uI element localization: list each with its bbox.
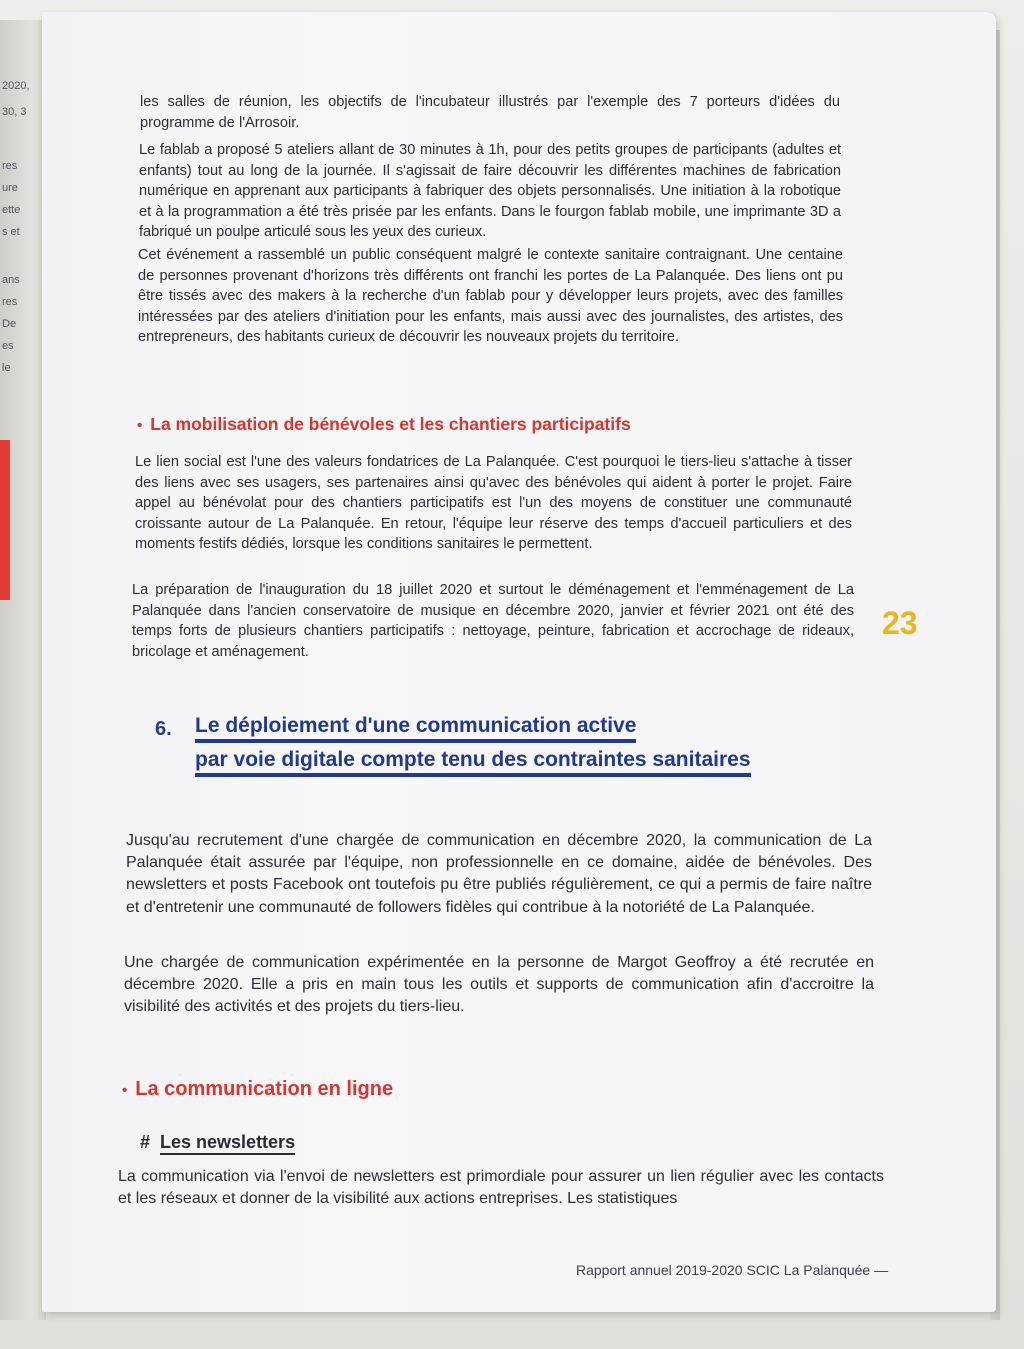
- subheading-newsletters-label: Les newsletters: [160, 1132, 295, 1155]
- paragraph-meeting-rooms: les salles de réunion, les objectifs de l'incubateur illustrés par l'exemple des 7 porteurs d'idées du programme de l'Arrosoir.: [140, 94, 840, 131]
- paragraph-fablab-workshops: Le fablab a proposé 5 ateliers allant de 30 minutes à 1h, pour des petits groupes de participants (adultes et enfants) tout au long de la journée. Il s'agissait de faire découvrir les différentes machines de fabrication numérique en apprenant aux participants à fabriquer des objets personnalisés. Une initiation à la robotique et à la programmation a été très prisée par les enfants. Dans le fourgon fablab mobile, une imprimante 3D a fabriqué un poulpe articulé sous les yeux des curieux.: [139, 142, 841, 241]
- paragraph-communication-history: Jusqu'au recrutement d'une chargée de communication en décembre 2020, la communication de La Palanquée était assurée par l'équipe, non professionnelle en ce domaine, aidée de bénévoles. Des newsletters et posts Facebook ont toutefois pu être publiés régulièrement, ce qui a permis de faire naître et d'entretenir une communauté de followers fidèles qui contribue à la notoriété de La Palanquée.: [126, 832, 872, 916]
- left-page-fragment: res: [2, 296, 18, 308]
- paragraph-inauguration: La préparation de l'inauguration du 18 juillet 2020 et surtout le déménagement et l'emménagement de La Palanquée dans l'ancien conservatoire de musique en décembre 2020, janvier et février 2021 ont été des temps forts de plusieurs chantiers participatifs : nettoyage, peinture, fabrication et accrochage de rideaux, bricolage et aménagement.: [132, 582, 854, 660]
- bullet-icon: •: [122, 1082, 128, 1099]
- left-page-fragment: s et: [2, 226, 20, 238]
- page-footer: Rapport annuel 2019-2020 SCIC La Palanquée —: [576, 1262, 889, 1278]
- section-title-line-2: par voie digitale compte tenu des contraintes sanitaires: [195, 748, 751, 777]
- paragraph-event-audience: Cet événement a rassemblé un public conséquent malgré le contexte sanitaire contraignant. Une centaine de personnes provenant d'horizons très différents ont franchi les portes de La Palanquée. Des liens ont pu être tissés avec des makers à la recherche d'un fablab pour y développer leurs projets, avec des familles intéressées par des ateliers d'initiation pour les enfants, mais aussi avec des journalistes, des artistes, des entrepreneurs, des habitants curieux de découvrir les nouveaux projets du territoire.: [138, 247, 843, 346]
- section-number: 6.: [155, 718, 172, 740]
- document-page: [42, 12, 996, 1312]
- subheading-online-communication-label: La communication en ligne: [135, 1078, 394, 1100]
- subheading-online-communication: [122, 1078, 393, 1101]
- subheading-volunteers-label: La mobilisation de bénévoles et les chantiers participatifs: [150, 414, 631, 434]
- page-number: 23: [882, 605, 918, 641]
- left-page-red-strip: [0, 440, 10, 600]
- hash-icon: #: [140, 1132, 151, 1152]
- left-page-fragment: ure: [2, 182, 18, 194]
- paragraph-communication-officer: Une chargée de communication expérimentée en la personne de Margot Geoffroy a été recrutée en décembre 2020. Elle a pris en main tous les outils et supports de communication afin d'accroitre la visibilité des activités et des projets du tiers-lieu.: [124, 954, 874, 1016]
- left-page-fragment: 2020,: [2, 80, 30, 92]
- paragraph-newsletters: La communication via l'envoi de newsletters est primordiale pour assurer un lien régulier avec les contacts et les réseaux et donner de la visibilité aux actions entreprises. Les statistiques: [118, 1168, 884, 1208]
- left-page-fragment: De: [2, 318, 17, 330]
- left-page-fragment: ette: [2, 204, 21, 216]
- page-content: [42, 12, 996, 1312]
- left-page-edge: [0, 20, 46, 1320]
- subheading-newsletters: [140, 1132, 295, 1153]
- left-page-fragment: es: [2, 340, 14, 352]
- left-page-fragment: 30, 3: [2, 106, 27, 118]
- left-page-fragment: le: [2, 362, 11, 374]
- bullet-icon: •: [137, 417, 143, 434]
- left-page-fragment: res: [2, 160, 18, 172]
- left-page-fragment: ans: [2, 274, 20, 286]
- subheading-volunteers: [137, 414, 631, 435]
- section-title-line-1: Le déploiement d'une communication active: [195, 714, 636, 743]
- paragraph-social-link: Le lien social est l'une des valeurs fondatrices de La Palanquée. C'est pourquoi le tiers-lieu s'attache à tisser des liens avec ses usagers, ses partenaires ainsi qu'avec des bénévoles qui aident à porter le projet. Faire appel au bénévolat pour des chantiers participatifs est l'un des moyens de constituer une communauté croissante autour de La Palanquée. En retour, l'équipe leur réserve des temps d'accueil particuliers et des moments festifs dédiés, lorsque les conditions sanitaires le permettent.: [135, 454, 852, 553]
